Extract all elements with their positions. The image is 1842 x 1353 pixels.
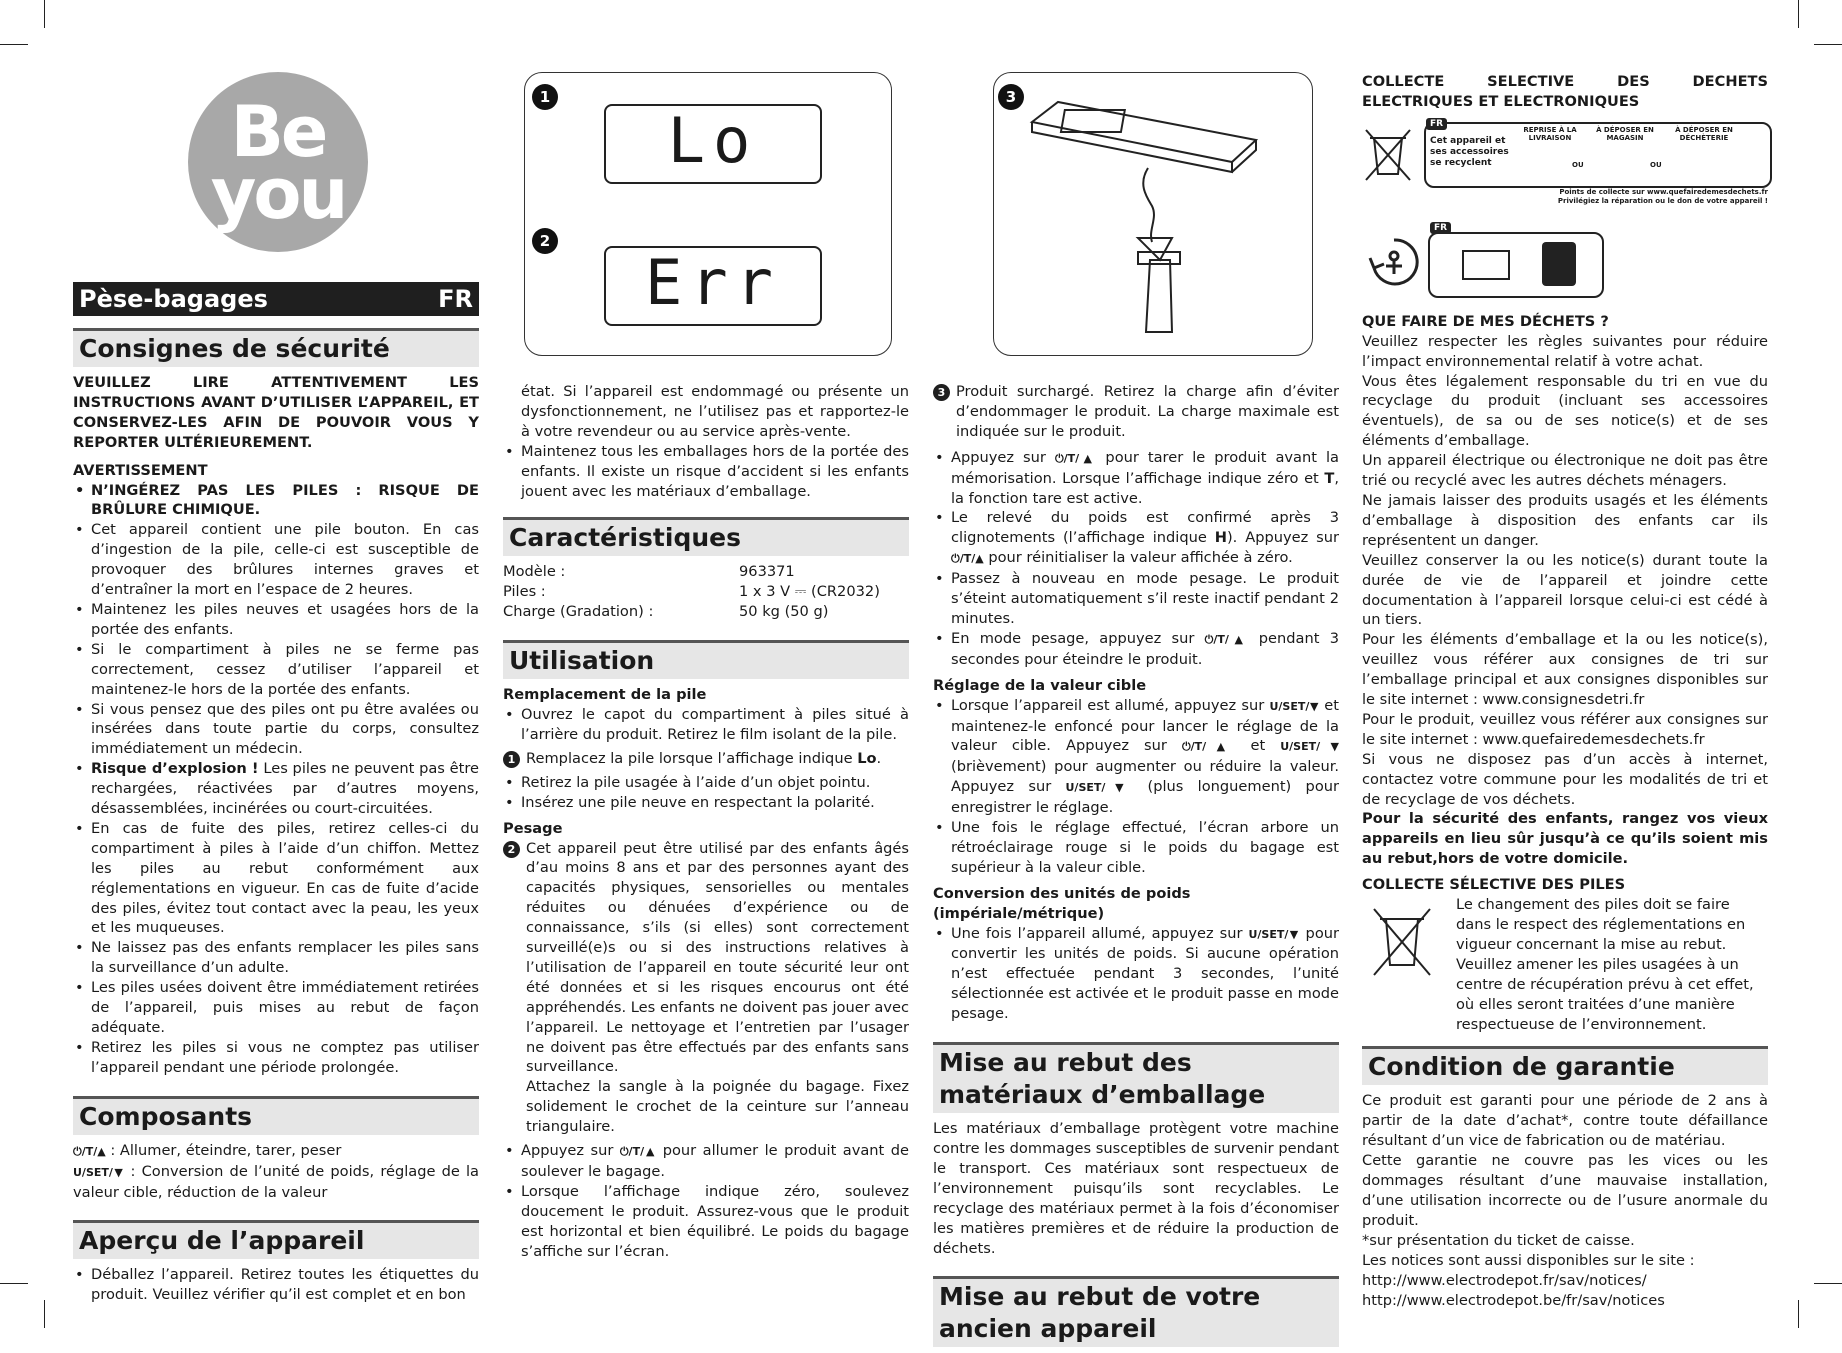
unit-set-icon: U/SET/▼ xyxy=(1248,927,1300,941)
unit-set-icon: U/SET/▼ xyxy=(73,1165,125,1179)
overload-text: Produit surchargé. Retirez la charge afin d’éviter d’endommager le produit. La charge maximale est indiquée sur le produit. xyxy=(956,383,1339,440)
spec-value: 1 x 3 V ⎓ (CR2032) xyxy=(739,583,880,601)
battery-note-end: . xyxy=(876,749,882,767)
target-part: (brièvement) pour augmenter ou réduire la valeur. Appuyez sur xyxy=(951,758,1339,796)
waste-p4: Ne jamais laisser des produits usagés et les éléments d’emballage à disposition des enfants car ils représentent un danger. xyxy=(1362,491,1768,549)
section-components-heading: Composants xyxy=(73,1096,479,1135)
weigh-list xyxy=(503,1141,909,1261)
component-unit-text: : Conversion de l’unité de poids, réglage de la valeur cible, réduction de la valeur xyxy=(73,1162,480,1201)
packaging-text: Les matériaux d’emballage protègent votre machine contre les dommages susceptibles de survenir pendant le transport. Ces matériaux sont respectueux de l’environnement puisqu’ils sont recyclables. Le recyclage des matériaux permet à la fois d’économiser les matières premières et de réduire la production de déchets. xyxy=(933,1120,1339,1257)
power-tare-icon: ⏻/T/▲ xyxy=(1054,451,1097,465)
step-badge: 3 xyxy=(933,384,950,401)
component-unit xyxy=(73,1162,479,1203)
warranty-p2: Cette garantie ne couvre pas les vices ou les dommages résultant d’une mauvaise installation, d’une utilisation incorrecte ou de l’usure anormale du produit. xyxy=(1362,1152,1768,1229)
list-item: • Ouvrez le capot du compartiment à piles situé à l’arrière du produit. Retirez le film isolant de la pile. xyxy=(503,705,909,745)
brand-logo-line1: Be xyxy=(230,91,326,173)
list-item: • Passez à nouveau en mode pesage. Le produit s’éteint automatiquement s’il reste inactif pendant 2 minutes. xyxy=(933,569,1339,629)
figure-badge-2: 2 xyxy=(532,228,558,254)
waste-p3: Un appareil électrique ou électronique ne doit pas être trié ou recyclé avec les autres déchets ménagers. xyxy=(1362,452,1768,490)
weee-footer-1: Points de collecte sur www.quefairedemesdechets.fr xyxy=(1559,187,1768,196)
section-specs-heading: Caractéristiques xyxy=(503,517,909,556)
battery-note-part: Remplacez la pile lorsque l’affichage indique xyxy=(526,749,858,767)
target-title: Réglage de la valeur cible xyxy=(933,676,1147,694)
unit-set-icon: U/SET/▼ xyxy=(1065,781,1134,795)
spec-value: 963371 xyxy=(739,563,795,581)
battery-note xyxy=(503,749,909,769)
units-list xyxy=(933,924,1339,1025)
hook xyxy=(1143,168,1154,242)
battery-list xyxy=(503,705,909,745)
list-item: • Ne laissez pas des enfants remplacer les piles sans la surveillance d’un adulte. xyxy=(73,938,479,978)
list-item xyxy=(933,696,1339,818)
crossed-bin-icon xyxy=(1362,901,1442,981)
crop-mark xyxy=(1798,1300,1799,1328)
specs-table xyxy=(503,562,909,622)
product-title-bar xyxy=(73,282,479,316)
list-item xyxy=(933,448,1339,509)
crop-mark xyxy=(44,0,45,28)
list-item xyxy=(503,1141,909,1182)
strap xyxy=(1146,260,1172,332)
safety-list xyxy=(73,481,479,1078)
crop-mark xyxy=(1798,0,1799,28)
triman-icon xyxy=(1366,234,1422,290)
weigh-note-text: Cet appareil peut être utilisé par des enfants âgés d’au moins 8 ans et par des personnes ayant des capacités physiques, sensorielles ou mentales réduites ou dénuées d’expérience ou de connaissance, s’ils (si elles) sont correctement surveillé(e)s ou si des instructions relatives à l’utilisation de l’appareil en toute sécurité leur ont été données et si les risques encourus ont été appréhendés. Les enfants ne doivent pas jouer avec l’appareil. Le nettoyage et l’entretien par l’usager ne doivent pas être effectués par des enfants sans surveillance. xyxy=(526,839,909,1076)
weee-logo-text: Cet appareil et ses accessoires se recyclent xyxy=(1430,135,1509,168)
tare-t: T xyxy=(1324,469,1335,487)
list-item xyxy=(933,629,1339,670)
recycle-bin-icon xyxy=(1542,242,1576,286)
weee-col-delivery: REPRISE À LA LIVRAISON xyxy=(1523,125,1577,142)
list-item: • Lorsque l’affichage indique zéro, soulevez doucement le produit. Assurez-vous que le produit est horizontal et bien équilibré. Le poids du bagage s’affiche sur l’écran. xyxy=(503,1182,909,1262)
hook-ring xyxy=(1138,238,1172,260)
units-part: Une fois l’appareil allumé, appuyez sur xyxy=(951,924,1249,942)
target-part: (plus longuement) pour enregistrer le réglage. xyxy=(951,778,1339,817)
warning-title: AVERTISSEMENT xyxy=(73,461,208,479)
weee-footer-2: Privilégiez la réparation ou le don de votre appareil ! xyxy=(1557,196,1768,205)
warranty-p3: *sur présentation du ticket de caisse. xyxy=(1362,1231,1635,1249)
triman-packaging-logo xyxy=(1362,222,1768,306)
scale-body-end xyxy=(1232,140,1256,172)
spec-label: Piles : xyxy=(503,583,546,601)
component-power xyxy=(73,1141,479,1162)
section-safety-heading: Consignes de sécurité xyxy=(73,328,479,367)
waste-p5: Veuillez conserver la ou les notice(s) durant toute la durée de vie de l’appareil et joindre cette documentation à l’appareil lorsque celui-ci est cédé à un tiers. xyxy=(1362,551,1768,629)
units-title: Conversion des unités de poids (impériale/métrique) xyxy=(933,884,1191,922)
crop-mark xyxy=(0,1283,28,1284)
warranty-p1: Ce produit est garanti pour une période de 2 ans à partir de la date d’achat*, contre toute défaillance résultant d’un vice de fabrication ou de matériau. xyxy=(1362,1092,1768,1150)
column-4 xyxy=(1362,72,1768,1310)
battery-note-text xyxy=(526,749,881,769)
tare-part: , la fonction tare est active. xyxy=(951,469,1339,507)
overview-continuation: état. Si l’appareil est endommagé ou présente un dysfonctionnement, ne l’utilisez pas et rapportez-le à votre revendeur ou au service après-vente. xyxy=(521,383,909,440)
spec-label: Charge (Gradation) : xyxy=(503,603,654,621)
target-list xyxy=(933,696,1339,878)
weigh-note xyxy=(503,839,909,1138)
off-part: pendant 3 secondes pour éteindre le produit. xyxy=(951,629,1339,668)
list-item: • Insérez une pile neuve en respectant la polarité. xyxy=(503,793,909,813)
book-icon xyxy=(1462,250,1510,280)
brand-logo xyxy=(188,72,368,252)
batteries-text: Le changement des piles doit se faire dans le respect des réglementations en vigueur concernant la mise au rebut. Veuillez amener les piles usagées à un centre de récupération prévu à cet effet, où elles seront traitées d’une manière respectueuse de l’environnement. xyxy=(1456,896,1754,1033)
weee-col-store: À DÉPOSER EN MAGASIN xyxy=(1596,125,1654,142)
lcd-display-err: Err xyxy=(604,246,822,326)
list-item: • Les piles usées doivent être immédiatement retirées de l’appareil, puis mises au rebut de façon adéquate. xyxy=(73,978,479,1038)
list-item xyxy=(73,759,479,819)
power-tare-icon: ⏻/T/▲ xyxy=(951,552,984,566)
figure-badge-1: 1 xyxy=(532,84,558,110)
overload-note xyxy=(933,382,1339,442)
confirm-part: pour réinitialiser la valeur affichée à zéro. xyxy=(983,549,1293,567)
off-part: En mode pesage, appuyez sur xyxy=(951,629,1205,647)
unit-set-icon: U/SET/▼ xyxy=(1269,699,1320,713)
list-item: • Retirez les piles si vous ne comptez pas utiliser l’appareil pendant une période prolongée. xyxy=(73,1038,479,1078)
list-item: • Maintenez les piles neuves et usagées hors de la portée des enfants. xyxy=(73,600,479,640)
warranty-link-be[interactable]: http://www.electrodepot.be/fr/sav/notices xyxy=(1362,1291,1665,1309)
target-part: et maintenez-le enfoncé pour lancer le réglage de la valeur cible. Appuyez sur xyxy=(951,696,1339,755)
list-item: • En cas de fuite des piles, retirez celles-ci du compartiment à piles à l’aide d’un chiffon. Mettez les piles au rebut conformément aux réglementations en vigueur. En cas de fuite d’acide des piles, évitez tout contact avec la peau, les yeux et les muqueuses. xyxy=(73,819,479,938)
language-code: FR xyxy=(438,285,473,313)
weigh-note-text-2: Attachez la sangle à la poignée du bagage. Fixez solidement le crochet de la ceinture sur l’anneau triangulaire. xyxy=(526,1078,909,1136)
column-3 xyxy=(933,382,1339,1353)
battery-list-2 xyxy=(503,773,909,813)
warranty-p4: Les notices sont aussi disponibles sur le site : xyxy=(1362,1251,1695,1269)
battery-note-lo: Lo xyxy=(857,749,877,767)
product-title: Pèse-bagages xyxy=(79,285,268,313)
target-part: et xyxy=(1235,737,1281,755)
unit-set-icon: U/SET/▼ xyxy=(1280,740,1340,754)
tare-part: Appuyez sur xyxy=(951,448,1055,466)
power-tare-icon: ⏻/T/▲ xyxy=(1204,632,1249,646)
battery-title: Remplacement de la pile xyxy=(503,686,707,704)
explosion-risk-text: Les piles ne peuvent pas être rechargées, réactivées par d’autres moyens, désassemblées, incinérées ou court-circuitées. xyxy=(91,760,480,818)
batteries-block xyxy=(1362,895,1768,1034)
step-badge: 2 xyxy=(503,841,520,858)
column-1 xyxy=(73,282,479,1305)
units-part: pour convertir les unités de poids. Si aucune opération n’est effectuée pendant 3 secondes, l’unité sélectionnée est activée et le produit passe en mode pesage. xyxy=(951,924,1339,1023)
list-item: • Cet appareil contient une pile bouton. En cas d’ingestion de la pile, celle-ci est susceptible de provoquer des brûlures internes graves et d’entraîner la mort en l’espace de 2 heures. xyxy=(73,520,479,600)
weee-fr-tag: FR xyxy=(1426,118,1447,130)
waste-heading: QUE FAIRE DE MES DÉCHETS ? xyxy=(1362,312,1609,330)
confirm-part: Le relevé du poids est confirmé après 3 clignotements (l’affichage indique xyxy=(951,509,1339,547)
explosion-risk-label: Risque d’explosion ! xyxy=(91,760,259,778)
step-badge: 1 xyxy=(503,751,520,768)
target-part: Lorsque l’appareil est allumé, appuyez sur xyxy=(951,696,1270,714)
weee-or-1: OU xyxy=(1572,160,1584,169)
brand-logo-line2: you xyxy=(210,153,346,235)
power-tare-icon: ⏻/T/▲ xyxy=(1181,740,1236,754)
list-item: • Si le compartiment à piles ne se ferme pas correctement, cessez d’utiliser l’appareil et maintenez-le hors de la portée des enfants. xyxy=(73,640,479,700)
waste-p9: Pour la sécurité des enfants, rangez vos vieux appareils en lieu sûr jusqu’à ce qu’ils soient mis au rebut,hors de votre domicile. xyxy=(1362,810,1768,868)
triman-fr-tag: FR xyxy=(1430,222,1451,234)
section-warranty-heading: Condition de garantie xyxy=(1362,1046,1768,1085)
spec-label: Modèle : xyxy=(503,563,566,581)
spec-value: 50 kg (50 g) xyxy=(739,603,829,621)
usage-list-2 xyxy=(933,448,1339,670)
weigh-item-part: pour allumer le produit avant de soulever le bagage. xyxy=(521,1142,910,1180)
figure-badge-3: 3 xyxy=(998,84,1024,110)
warranty-link-fr[interactable]: http://www.electrodepot.fr/sav/notices/ xyxy=(1362,1271,1647,1289)
waste-p8: Si vous ne disposez pas d’un accès à internet, contactez votre commune pour les modalités de tri et de recyclage de vos déchets. xyxy=(1362,750,1768,808)
section-old-device-heading: Mise au rebut de votre ancien appareil xyxy=(933,1276,1339,1347)
weee-col-dump: À DÉPOSER EN DÉCHÈTERIE xyxy=(1675,125,1733,142)
tare-part: pour tarer le produit avant la mémorisation. Lorsque l’affichage indique zéro et xyxy=(951,448,1339,487)
weigh-note-body xyxy=(526,839,909,1138)
triman-weee-logo xyxy=(1362,118,1768,222)
list-item: • Retirez la pile usagée à l’aide d’un objet pointu. xyxy=(503,773,909,793)
confirm-part: ). Appuyez sur xyxy=(1226,529,1340,547)
waste-p1: Veuillez respecter les règles suivantes pour réduire l’impact environnemental relatif à votre achat. xyxy=(1362,332,1768,370)
overview-list-2 xyxy=(503,442,909,502)
safety-intro: VEUILLEZ LIRE ATTENTIVEMENT LES INSTRUCTIONS AVANT D’UTILISER L’APPAREIL, ET CONSERVEZ-LES AFIN DE POUVOIR VOUS Y REPORTER ULTÉRIEUREMENT. xyxy=(73,374,479,451)
section-overview-heading: Aperçu de l’appareil xyxy=(73,1220,479,1259)
list-item xyxy=(933,924,1339,1025)
waste-p7: Pour le produit, veuillez vous référer aux consignes sur le site internet : www.quefairedemesdechets.fr xyxy=(1362,710,1768,748)
luggage-scale-illustration xyxy=(1020,92,1280,342)
power-tare-icon: ⏻/T/▲ xyxy=(73,1144,106,1158)
waste-p2: Vous êtes légalement responsable du tri en vue du recyclage du produit (incluant ses accessoires éventuels), de sa ou de ses notice(s) et de ses éléments d’emballage. xyxy=(1362,372,1768,450)
column-2 xyxy=(503,382,909,1262)
section-packaging-heading: Mise au rebut des matériaux d’emballage xyxy=(933,1042,1339,1113)
list-item: • N’INGÉREZ PAS LES PILES : RISQUE DE BRÛLURE CHIMIQUE. xyxy=(73,481,479,521)
confirm-h: H xyxy=(1214,529,1227,547)
crop-mark xyxy=(44,1300,45,1328)
triman-panel xyxy=(1428,232,1604,298)
crop-mark xyxy=(1814,44,1842,45)
list-item: • Une fois le réglage effectué, l’écran arbore un rétroéclairage rouge si le poids du bagage est supérieur à la valeur cible. xyxy=(933,818,1339,878)
crop-mark xyxy=(1814,1283,1842,1284)
lcd-display-lo: Lo xyxy=(604,104,822,184)
crossed-bin-icon xyxy=(1362,126,1414,184)
power-tare-icon: ⏻/T/▲ xyxy=(619,1145,657,1159)
weee-or-2: OU xyxy=(1650,160,1662,169)
list-item: • Déballez l’appareil. Retirez toutes les étiquettes du produit. Veuillez vérifier qu’il est complet et en bon xyxy=(73,1265,479,1305)
list-item: • Si vous pensez que des piles ont pu être avalées ou insérées dans toute partie du corps, consultez immédiatement un médecin. xyxy=(73,700,479,760)
list-item: • Maintenez tous les emballages hors de la portée des enfants. Il existe un risque d’accident si les enfants jouent avec les matériaux d’emballage. xyxy=(503,442,909,502)
batteries-heading: COLLECTE SÉLECTIVE DES PILES xyxy=(1362,876,1626,894)
list-item xyxy=(933,508,1339,569)
weee-heading: COLLECTE SELECTIVE DES DECHETS ELECTRIQUES ET ELECTRONIQUES xyxy=(1362,73,1768,110)
weigh-item-part: Appuyez sur xyxy=(521,1142,620,1160)
component-power-text: : Allumer, éteindre, tarer, peser xyxy=(105,1141,342,1159)
weigh-title: Pesage xyxy=(503,819,563,837)
crop-mark xyxy=(0,44,28,45)
waste-p6: Pour les éléments d’emballage et la ou les notice(s), veuillez vous référer aux consignes de tri sur l’emballage principal et aux consignes disponibles sur le site internet : www.consignesdetri.fr xyxy=(1362,631,1768,709)
overview-list xyxy=(73,1265,479,1305)
section-usage-heading: Utilisation xyxy=(503,640,909,679)
